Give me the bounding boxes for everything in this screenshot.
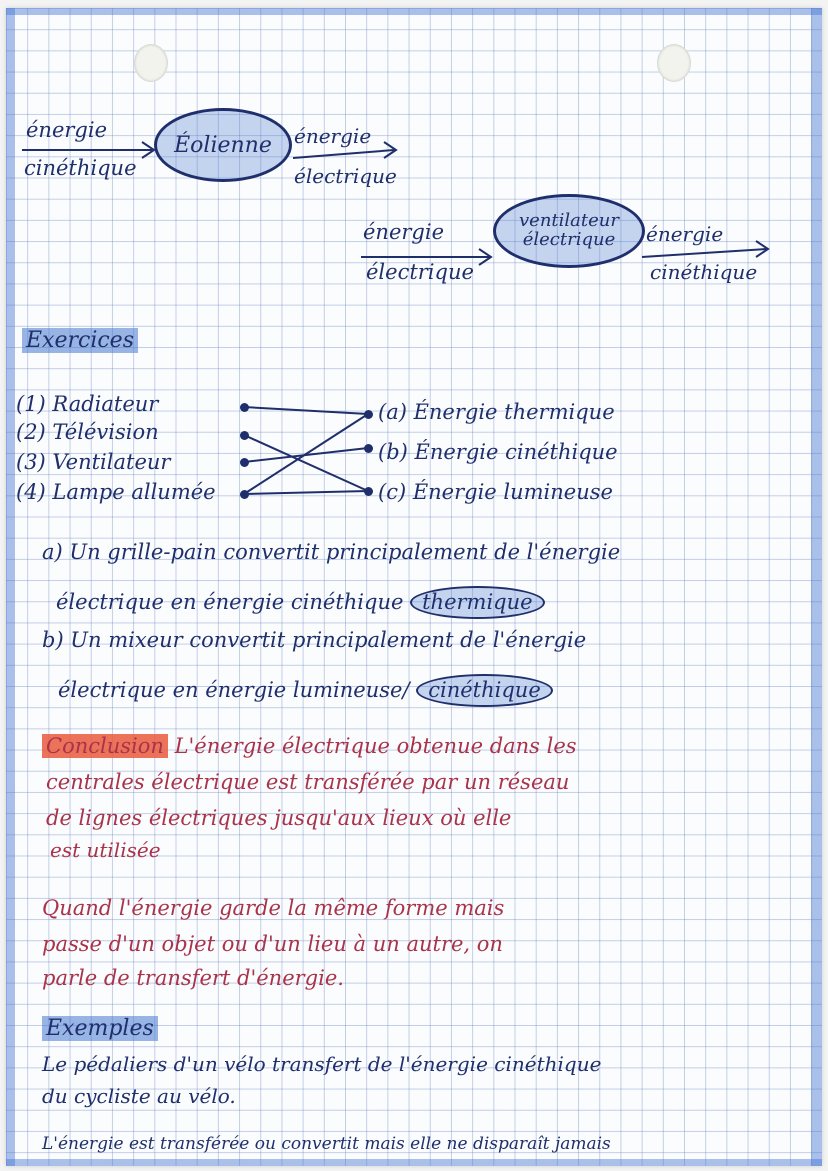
match-dot-right-2 — [364, 444, 373, 453]
question-a-answer-circle — [410, 586, 544, 619]
arrow-output-2 — [642, 249, 766, 257]
match-dot-left-3 — [240, 458, 249, 467]
question-b-line-2 — [58, 674, 553, 707]
left-item-2: (2) Télévision — [16, 420, 159, 444]
d1-input-label-2: cinéthique — [24, 156, 137, 180]
d2-output-label-1: énergie — [646, 222, 724, 246]
conclusion-line-4: est utilisée — [50, 838, 161, 862]
d2-input-label-1: énergie — [363, 220, 445, 244]
match-line-5 — [244, 491, 368, 494]
right-item-c: (c) Énergie lumineuse — [378, 480, 613, 504]
d2-device-line-2: électrique — [522, 229, 616, 250]
conclusion-text-1: L'énergie électrique obtenue dans les — [174, 734, 577, 758]
question-a-line-2 — [56, 586, 545, 619]
match-dot-left-4 — [240, 490, 249, 499]
d2-output-label-2: cinéthique — [650, 260, 758, 284]
conclusion-para2-line-1: Quand l'énergie garde la même forme mais — [42, 896, 505, 920]
conclusion-label: Conclusion — [42, 734, 168, 758]
examples-line-2: du cycliste au vélo. — [42, 1084, 236, 1108]
right-item-a: (a) Énergie thermique — [378, 400, 615, 424]
notebook-page — [6, 8, 822, 1166]
conclusion-para2-line-2: passe d'un objet ou d'un lieu à un autre, on — [42, 932, 503, 956]
conclusion-line-1 — [42, 736, 577, 757]
examples-heading-text: Exemples — [42, 1016, 158, 1041]
match-line-1 — [244, 407, 368, 414]
exercises-heading — [22, 330, 138, 352]
examples-heading — [42, 1018, 158, 1040]
exercises-heading-text: Exercices — [22, 328, 138, 353]
device-oval-ventilateur — [493, 194, 645, 268]
d1-output-label-1: énergie — [294, 124, 372, 148]
conclusion-line-2: centrales électrique est transférée par un réseau — [46, 770, 570, 794]
device-oval-eolienne — [154, 108, 292, 182]
left-item-3: (3) Ventilateur — [16, 450, 171, 474]
match-dot-left-1 — [240, 403, 249, 412]
question-b-line-1: b) Un mixeur convertit principalement de l'énergie — [42, 628, 587, 652]
arrow-output-1 — [293, 150, 394, 158]
examples-footer: L'énergie est transférée ou convertit mais elle ne disparaît jamais — [42, 1134, 611, 1154]
conclusion-para2-line-3: parle de transfert d'énergie. — [42, 966, 344, 990]
d1-device-label: Éolienne — [174, 132, 272, 158]
match-dot-left-2 — [240, 431, 249, 440]
question-b-answer: cinéthique — [428, 678, 541, 702]
d1-output-label-2: électrique — [294, 164, 397, 188]
right-item-b: (b) Énergie cinéthique — [378, 440, 618, 464]
d2-input-label-2: électrique — [366, 260, 474, 284]
question-b-text: électrique en énergie lumineuse/ — [58, 678, 410, 702]
left-item-4: (4) Lampe allumée — [16, 480, 216, 504]
conclusion-line-3: de lignes électriques jusqu'aux lieux où elle — [46, 806, 512, 830]
examples-line-1: Le pédaliers d'un vélo transfert de l'énergie cinéthique — [42, 1052, 602, 1076]
question-a-line-1: a) Un grille-pain convertit principalement de l'énergie — [42, 540, 621, 564]
match-dot-right-1 — [364, 410, 373, 419]
d2-device-line-1: ventilateur — [519, 210, 619, 232]
question-a-answer: thermique — [422, 590, 533, 614]
match-dot-right-3 — [364, 487, 373, 496]
left-item-1: (1) Radiateur — [16, 392, 159, 416]
d1-input-label-1: énergie — [26, 118, 108, 142]
question-a-text: électrique en énergie cinéthique — [56, 590, 404, 614]
question-b-answer-circle — [416, 674, 553, 707]
